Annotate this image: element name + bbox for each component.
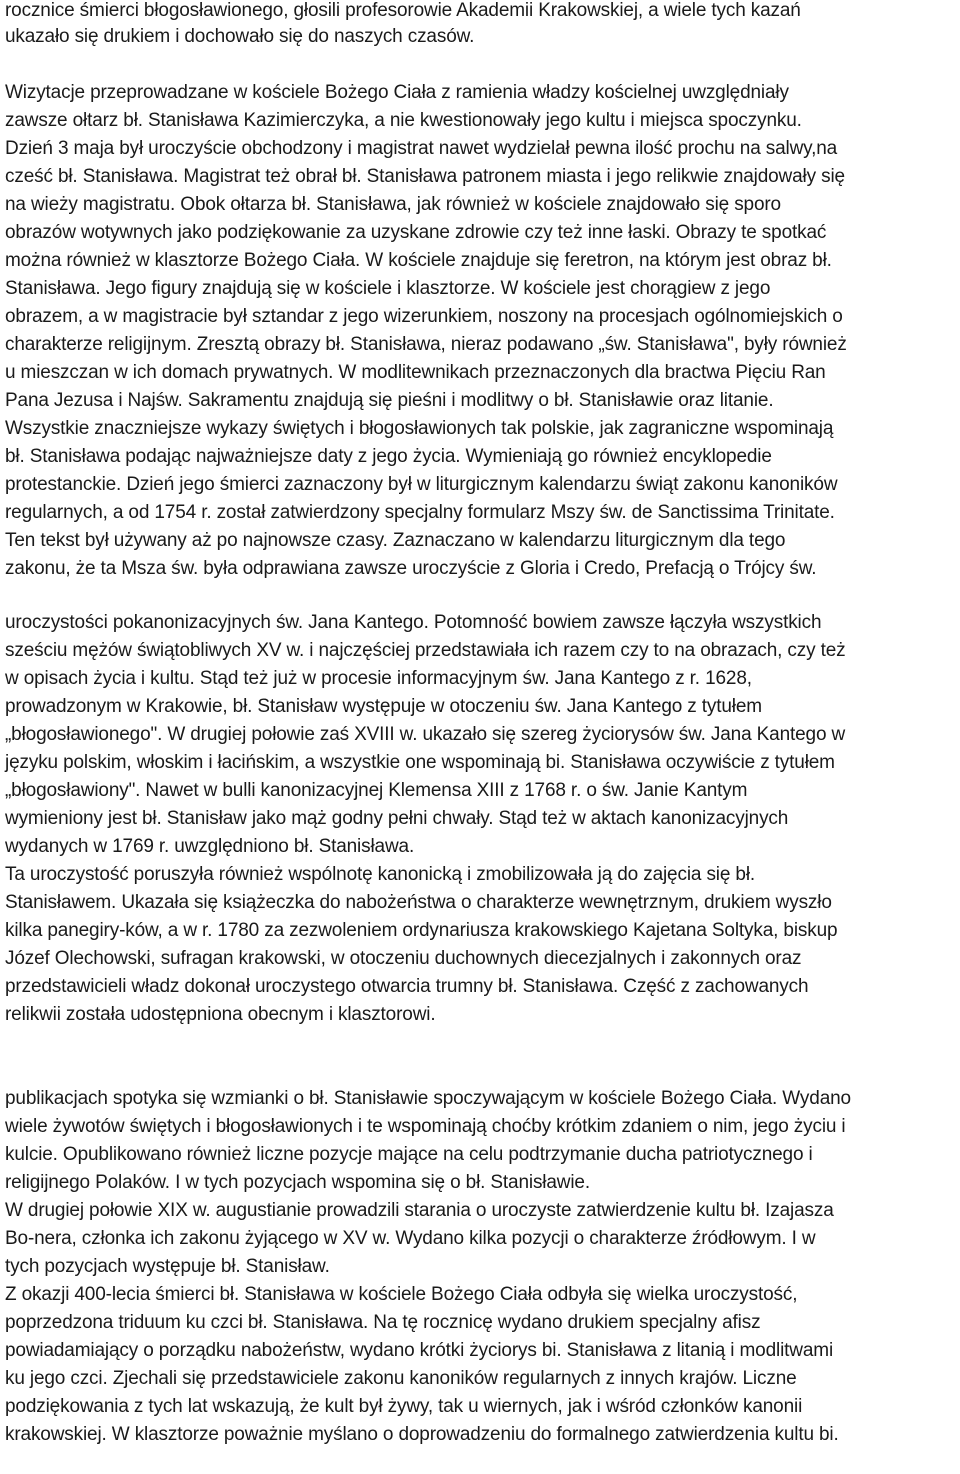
text-line: Dzień 3 maja był uroczyście obchodzony i magistrat nawet wydzielał pewna ilość prochu na salwy,na — [5, 138, 838, 159]
text-line: prowadzonym w Krakowie, bł. Stanisław występuje w otoczeniu św. Jana Kantego z tytułem — [5, 696, 762, 717]
text-line: kulcie. Opublikowano również liczne pozycje mające na celu podtrzymanie ducha patriotycznego i — [5, 1144, 813, 1165]
text-line: Wszystkie znaczniejsze wykazy świętych i błogosławionych tak polskie, jak zagraniczne wspominają — [5, 418, 834, 439]
text-line: Wizytacje przeprowadzane w kościele Bożego Ciała z ramienia władzy kościelnej uwzględniały — [5, 82, 789, 103]
text-line: u mieszczan w ich domach prywatnych. W modlitewnikach przeznaczonych dla bractwa Pięciu Ran — [5, 362, 826, 383]
text-line: cześć bł. Stanisława. Magistrat też obrał bł. Stanisława patronem miasta i jego relikwie znajdowały się — [5, 166, 845, 187]
text-line: powiadamiający o porządku nabożeństw, wydano krótki życiorys bi. Stanisława z litanią i modlitwami — [5, 1340, 834, 1361]
text-line: „błogosławionego". W drugiej połowie zaś XVIII w. ukazało się szereg życiorysów św. Jana Kantego w — [5, 724, 846, 745]
text-line: wiele żywotów świętych i błogosławionych i te wspominają choćby krótkim zdaniem o nim, jego życiu i — [5, 1116, 846, 1137]
text-line: kilka panegiry-ków, a w r. 1780 za zezwoleniem ordynariusza krakowskiego Kajetana Soltyka, biskup — [5, 920, 838, 941]
text-line: Pana Jezusa i Najśw. Sakramentu znajdują się pieśni i modlitwy o bł. Stanisławie oraz litanie. — [5, 390, 774, 411]
text-line: Stanisława. Jego figury znajdują się w kościele i klasztorze. W kościele jest chorągiew z jego — [5, 278, 771, 299]
text-line: uroczystości pokanonizacyjnych św. Jana Kantego. Potomność bowiem zawsze łączyła wszystkich — [5, 612, 822, 633]
text-line: Stanisławem. Ukazała się książeczka do nabożeństwa o charakterze wewnętrznym, drukiem wyszło — [5, 892, 832, 913]
text-line: ku jego czci. Zjechali się przedstawiciele zakonu kanoników regularnych z innych krajów. Liczne — [5, 1368, 797, 1389]
text-line: protestanckie. Dzień jego śmierci zaznaczony był w liturgicznym kalendarzu świąt zakonu kanoników — [5, 474, 838, 495]
text-line: regularnych, a od 1754 r. został zatwierdzony specjalny formularz Mszy św. de Sanctissima Trinitate. — [5, 502, 835, 523]
text-line: obrazów wotywnych jako podziękowanie za uzyskane zdrowie czy też inne łaski. Obrazy te spotkać — [5, 222, 827, 243]
text-line: ukazało się drukiem i dochowało się do naszych czasów. — [5, 26, 475, 47]
text-line: języku polskim, włoskim i łacińskim, a wszystkie one wspominają bi. Stanisława oczywiście z tytułem — [5, 752, 835, 773]
text-line: Ten tekst był używany aż po najnowsze czasy. Zaznaczano w kalendarzu liturgicznym dla tego — [5, 530, 786, 551]
text-line: tych pozycjach występuje bł. Stanisław. — [5, 1256, 330, 1277]
text-line: sześciu mężów świątobliwych XV w. i najczęściej przedstawiała ich razem czy to na obrazach, czy też — [5, 640, 846, 661]
text-line: publikacjach spotyka się wzmianki o bł. Stanisławie spoczywającym w kościele Bożego Ciała. Wydano — [5, 1088, 851, 1109]
text-line: Bo-nera, członka ich zakonu żyjącego w XV w. Wydano kilka pozycji o charakterze źródłowym. I w — [5, 1228, 816, 1249]
text-line: zawsze ołtarz bł. Stanisława Kazimierczyka, a nie kwestionowały jego kultu i miejsca spoczynku. — [5, 110, 802, 131]
text-line: zakonu, że ta Msza św. była odprawiana zawsze uroczyście z Gloria i Credo, Prefacją o Trójcy św. — [5, 558, 817, 579]
text-line: charakterze religijnym. Zresztą obrazy bł. Stanisława, nieraz podawano „św. Stanisława", były również — [5, 334, 847, 355]
text-line: poprzedzona triduum ku czci bł. Stanisława. Na tę rocznicę wydano drukiem specjalny afisz — [5, 1312, 761, 1333]
text-line: Józef Olechowski, sufragan krakowski, w otoczeniu duchownych diecezjalnych i zakonnych oraz — [5, 948, 802, 969]
text-line: krakowskiej. W klasztorze poważnie myślano o doprowadzeniu do formalnego zatwierdzenia kultu bi. — [5, 1424, 839, 1445]
text-line: w opisach życia i kultu. Stąd też już w procesie informacyjnym św. Jana Kantego z r. 1628, — [5, 668, 752, 689]
text-line: Ta uroczystość poruszyła również wspólnotę kanonicką i zmobilizowała ją do zajęcia się bł. — [5, 864, 756, 885]
text-line: Z okazji 400-lecia śmierci bł. Stanisława w kościele Bożego Ciała odbyła się wielka uroczystość, — [5, 1284, 798, 1305]
text-line: rocznice śmierci błogosławionego, głosili profesorowie Akademii Krakowskiej, a wiele tych kazań — [5, 0, 801, 21]
text-line: można również w klasztorze Bożego Ciała. W kościele znajduje się feretron, na którym jest obraz bł. — [5, 250, 832, 271]
text-line: przedstawicieli władz dokonał uroczystego otwarcia trumny bł. Stanisława. Część z zachowanych — [5, 976, 809, 997]
text-line: W drugiej połowie XIX w. augustianie prowadzili starania o uroczyste zatwierdzenie kultu bł. Izajasza — [5, 1200, 834, 1221]
text-line: obrazem, a w magistracie był sztandar z jego wizerunkiem, noszony na procesjach ogólnomiejskich o — [5, 306, 843, 327]
text-line: na wieży magistratu. Obok ołtarza bł. Stanisława, jak również w kościele znajdowało się sporo — [5, 194, 781, 215]
text-line: wydanych w 1769 r. uwzględniono bł. Stanisława. — [5, 836, 415, 857]
text-line: wymieniony jest bł. Stanisław jako mąż godny pełni chwały. Stąd też w aktach kanonizacyjnych — [5, 808, 789, 829]
text-line: podziękowania z tych lat wskazują, że kult był żywy, tak u wiernych, jak i wśród członków kanonii — [5, 1396, 803, 1417]
text-line: religijnego Polaków. I w tych pozycjach wspomina się o bł. Stanisławie. — [5, 1172, 590, 1193]
text-line: bł. Stanisława podając najważniejsze daty z jego życia. Wymieniają go również encyklopedie — [5, 446, 772, 467]
text-line: relikwii została udostępniona obecnym i klasztorowi. — [5, 1004, 436, 1025]
text-line: „błogosławiony". Nawet w bulli kanonizacyjnej Klemensa XIII z 1768 r. o św. Janie Kantym — [5, 780, 748, 801]
